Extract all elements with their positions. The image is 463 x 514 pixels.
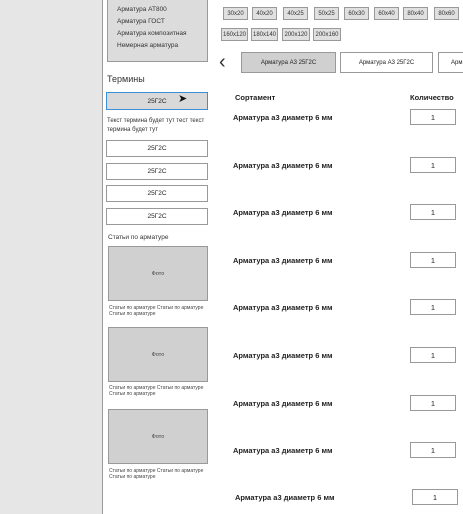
article-photo[interactable]: Фото bbox=[108, 327, 208, 382]
menu-item-at800[interactable]: Арматура АТ800 bbox=[117, 6, 167, 13]
tab-active[interactable]: Арматура А3 25Г2С bbox=[241, 52, 336, 73]
table-row-name: Арматура а3 диаметр 6 мм bbox=[233, 446, 333, 455]
carousel-prev-arrow-icon[interactable]: ‹ bbox=[219, 51, 226, 73]
column-header-quantity: Количество bbox=[410, 93, 454, 102]
size-chip[interactable]: 50x25 bbox=[314, 7, 339, 20]
table-row-name: Арматура а3 диаметр 6 мм bbox=[233, 399, 333, 408]
term-description: Текст термина будет тут тест текст термина будет тут bbox=[107, 118, 205, 133]
size-chip[interactable]: 80x40 bbox=[403, 7, 428, 20]
term-button[interactable]: 25Г2С bbox=[106, 140, 208, 157]
term-button[interactable]: 25Г2С bbox=[106, 208, 208, 225]
table-row-name: Арматура а3 диаметр 6 мм bbox=[233, 256, 333, 265]
menu-item-composite[interactable]: Арматура композитная bbox=[117, 30, 187, 37]
article-photo[interactable]: Фото bbox=[108, 409, 208, 464]
size-chip[interactable]: 180x140 bbox=[251, 28, 278, 41]
quantity-input[interactable]: 1 bbox=[410, 299, 456, 315]
article-photo[interactable]: Фото bbox=[108, 246, 208, 301]
quantity-input[interactable]: 1 bbox=[412, 489, 458, 505]
mouse-cursor-icon: ➤ bbox=[178, 93, 188, 105]
tab-partial[interactable]: Арм bbox=[438, 52, 463, 73]
size-chip[interactable]: 40x25 bbox=[283, 7, 308, 20]
term-button-active[interactable]: 25Г2С bbox=[106, 92, 208, 110]
quantity-input[interactable]: 1 bbox=[410, 204, 456, 220]
article-caption[interactable]: Статьи по арматуре Статьи по арматуре Статьи по арматуре bbox=[109, 305, 204, 317]
category-menu bbox=[107, 0, 208, 62]
quantity-input[interactable]: 1 bbox=[410, 157, 456, 173]
left-gutter bbox=[0, 0, 102, 514]
table-row-name: Арматура а3 диаметр 6 мм bbox=[233, 351, 333, 360]
quantity-input[interactable]: 1 bbox=[410, 109, 456, 125]
term-button[interactable]: 25Г2С bbox=[106, 185, 208, 202]
size-chip[interactable]: 200x120 bbox=[282, 28, 310, 41]
term-button[interactable]: 25Г2С bbox=[106, 163, 208, 180]
quantity-input[interactable]: 1 bbox=[410, 395, 456, 411]
table-row-name: Арматура а3 диаметр 6 мм bbox=[233, 161, 333, 170]
menu-item-nonmeasured[interactable]: Немерная арматура bbox=[117, 42, 179, 49]
column-header-assortment: Сортамент bbox=[235, 93, 276, 102]
quantity-input[interactable]: 1 bbox=[410, 347, 456, 363]
article-caption[interactable]: Статьи по арматуре Статьи по арматуре Статьи по арматуре bbox=[109, 468, 204, 480]
table-row-name: Арматура а3 диаметр 6 мм bbox=[233, 303, 333, 312]
quantity-input[interactable]: 1 bbox=[410, 252, 456, 268]
size-chip[interactable]: 30x20 bbox=[223, 7, 248, 20]
table-row-name: Арматура а3 диаметр 6 мм bbox=[235, 493, 335, 502]
table-row-name: Арматура а3 диаметр 6 мм bbox=[233, 208, 333, 217]
menu-item-gost[interactable]: Арматура ГОСТ bbox=[117, 18, 165, 25]
table-row-name: Арматура а3 диаметр 6 мм bbox=[233, 113, 333, 122]
tab[interactable]: Арматура А3 25Г2С bbox=[340, 52, 433, 73]
quantity-input[interactable]: 1 bbox=[410, 442, 456, 458]
article-caption[interactable]: Статьи по арматуре Статьи по арматуре Статьи по арматуре bbox=[109, 385, 204, 397]
size-chip[interactable]: 200x160 bbox=[313, 28, 341, 41]
size-chip[interactable]: 160x120 bbox=[221, 28, 248, 41]
size-chip[interactable]: 60x30 bbox=[344, 7, 369, 20]
divider bbox=[102, 0, 103, 514]
size-chip[interactable]: 60x40 bbox=[374, 7, 399, 20]
terms-heading: Термины bbox=[107, 74, 145, 84]
articles-heading: Статьи по арматуре bbox=[108, 234, 169, 241]
size-chip[interactable]: 80x60 bbox=[434, 7, 459, 20]
size-chip[interactable]: 40x20 bbox=[252, 7, 277, 20]
